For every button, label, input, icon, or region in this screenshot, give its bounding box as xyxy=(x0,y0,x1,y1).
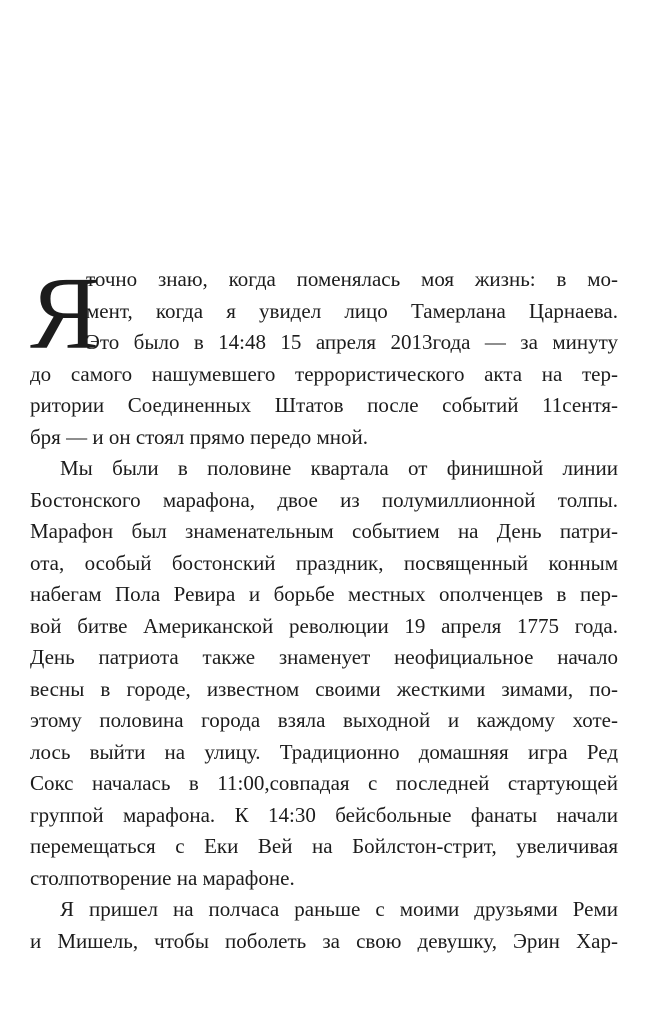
text-line: Я пришел на полчаса раньше с моими друзьями Реми xyxy=(60,897,618,921)
text-line: Бостонского марафона, двое из полумиллионной толпы. xyxy=(30,487,618,512)
paragraph-1 xyxy=(30,256,618,453)
text-line: точно знаю, когда поменялась моя жизнь: в мо- xyxy=(86,267,618,291)
text-line: перемещаться с Еки Вей на Бойлстон-стрит, увеличивая xyxy=(30,834,618,858)
paragraph-2 xyxy=(30,453,618,894)
text-line: столпотворение на марафоне. xyxy=(30,865,295,890)
text-line: этому половина города взяла выходной и каждому хоте- xyxy=(30,708,618,732)
text-line: ота, особый бостонский праздник, посвященный конным xyxy=(30,550,618,575)
text-line: лось выйти на улицу. Традиционно домашняя игра Ред xyxy=(30,739,618,764)
text-line: и Мишель, чтобы поболеть за свою девушку, Эрин Хар- xyxy=(30,928,618,953)
text-line: до самого нашумевшего террористического акта на тер- xyxy=(30,361,618,386)
text-line: Сокс началась в 11:00,совпадая с последней стартующей xyxy=(30,771,618,795)
text-line: Это было в 14:48 15 апреля 2013года — за минуту xyxy=(86,330,618,354)
text-line: набегам Пола Ревира и борьбе местных ополченцев в пер- xyxy=(30,582,618,606)
drop-cap: Я xyxy=(30,256,100,371)
text-line: группой марафона. К 14:30 бейсбольные фанаты начали xyxy=(30,802,618,827)
text-line: Мы были в половине квартала от финишной линии xyxy=(60,456,618,480)
body-text xyxy=(30,256,618,957)
text-line: ритории Соединенных Штатов после событий 11сентя- xyxy=(30,393,618,417)
text-line: весны в городе, известном своими жесткими зимами, по- xyxy=(30,676,618,701)
text-line: бря — и он стоял прямо передо мной. xyxy=(30,424,369,449)
text-line: вой битве Американской революции 19 апреля 1775 года. xyxy=(30,613,618,638)
text-line: День патриота также знаменует неофициальное начало xyxy=(30,645,618,669)
text-line: Марафон был знаменательным событием на День патри- xyxy=(30,519,618,543)
text-line: мент, когда я увидел лицо Тамерлана Царнаева. xyxy=(86,298,618,323)
paragraph-3 xyxy=(30,894,618,957)
